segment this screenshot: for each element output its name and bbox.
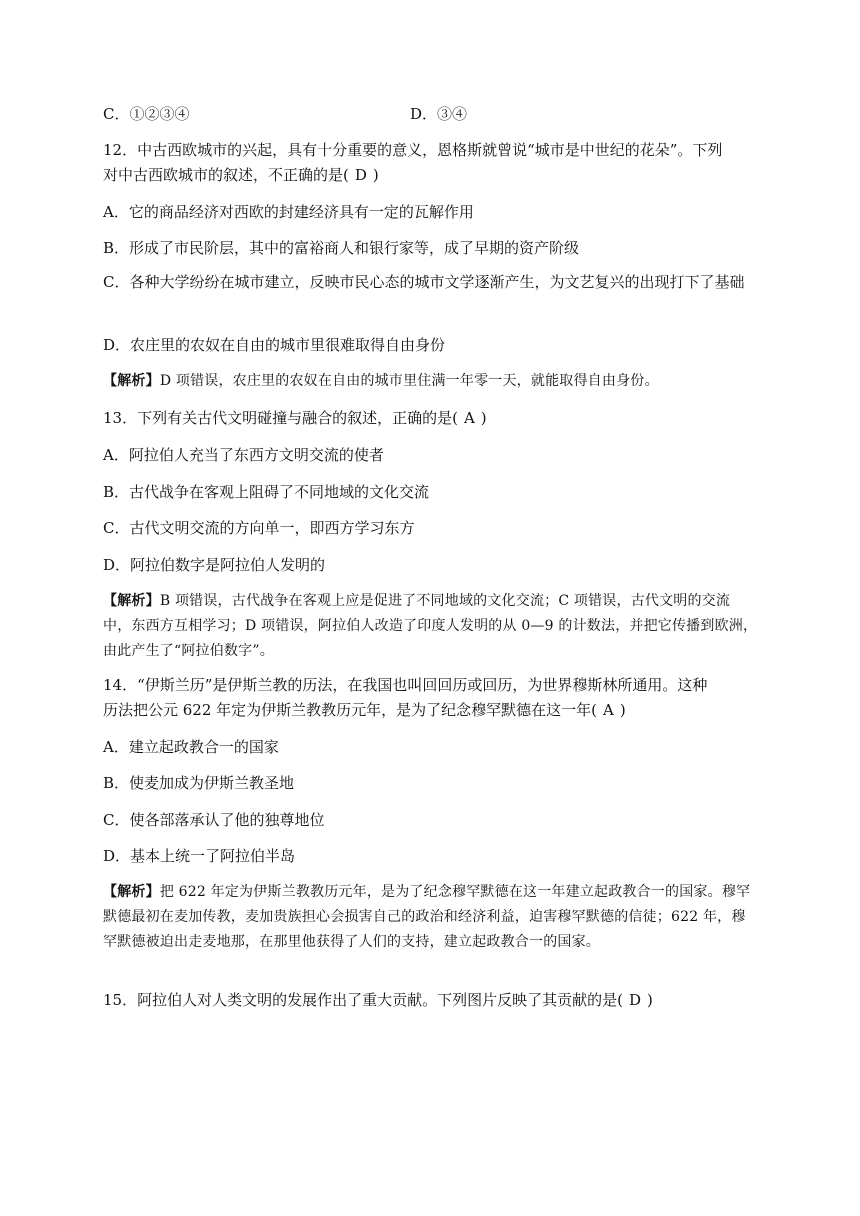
q11-option-c: C．①②③④ [103,105,190,123]
q13-option-b: B．古代战争在客观上阻碍了不同地域的文化交流 [103,483,430,501]
q12-stem-close: ) [372,166,379,184]
q12-stem-line1: 12．中古西欧城市的兴起，具有十分重要的意义，恩格斯就曾说“城市是中世纪的花朵”。下列 [103,141,723,159]
q12-analysis [103,371,758,391]
q14-stem-text: 历法把公元 622 年定为伊斯兰教教历元年，是为了纪念穆罕默德在这一年( [103,701,598,719]
q14-answer: A [603,701,614,719]
q13-stem [103,408,758,428]
q14-stem-close: ) [619,701,626,719]
q12-stem-line2 [103,165,758,185]
q15-answer: D [628,991,641,1009]
q12-option-c: C．各种大学纷纷在城市建立，反映市民心态的城市文学逐渐产生，为文艺复兴的出现打下了基础 [103,273,745,291]
q13-stem-close: ) [480,409,487,427]
q13-stem-text: 13．下列有关古代文明碰撞与融合的叙述，正确的是( [103,409,458,427]
q12-option-b: B．形成了市民阶层，其中的富裕商人和银行家等，成了早期的资产阶级 [103,239,580,257]
q13-analysis [103,589,758,664]
q13-option-d: D．阿拉伯数字是阿拉伯人发明的 [103,556,326,574]
q14-analysis-tag: 【解析】 [103,884,160,900]
q14-option-c: C．使各部落承认了他的独尊地位 [103,811,325,829]
q13-option-c: C．古代文明交流的方向单一，即西方学习东方 [103,519,415,537]
q14-stem-line1: 14．“伊斯兰历”是伊斯兰教的历法，在我国也叫回回历或回历，为世界穆斯林所通用。这种 [103,676,708,694]
q13-analysis-text: B 项错误，古代战争在客观上应是促进了不同地域的文化交流；C 项错误，古代文明的交流中，东西方互相学习；D 项错误，阿拉伯人改造了印度人发明的从 0—9 的计数法，并把它传播到欧洲，由此产生了“阿拉伯数字”。 [103,593,758,659]
q14-option-b: B．使麦加成为伊斯兰教圣地 [103,774,295,792]
q12-option-d: D．农庄里的农奴在自由的城市里很难取得自由身份 [103,336,446,354]
q13-option-a: A．阿拉伯人充当了东西方文明交流的使者 [103,446,384,464]
q15-stem-close: ) [646,991,653,1009]
q13-analysis-tag: 【解析】 [103,593,160,609]
q12-answer: D [354,166,367,184]
q12-analysis-text: D 项错误，农庄里的农奴在自由的城市里住满一年零一天，就能取得自由身份。 [159,373,659,389]
q14-option-d: D．基本上统一了阿拉伯半岛 [103,847,296,865]
q12-option-a: A．它的商品经济对西欧的封建经济具有一定的瓦解作用 [103,203,474,221]
q12-analysis-tag: 【解析】 [103,373,160,389]
q15-stem-text: 15．阿拉伯人对人类文明的发展作出了重大贡献。下列图片反映了其贡献的是( [103,991,623,1009]
q14-analysis [103,880,758,955]
q14-analysis-text: 把 622 年定为伊斯兰教教历元年，是为了纪念穆罕默德在这一年建立起政教合一的国家。穆罕默德最初在麦加传教，麦加贵族担心会损害自己的政治和经济利益，迫害穆罕默德的信徒；622 年，穆罕默德被迫出走麦地那，在那里他获得了人们的支持，建立起政教合一的国家。 [103,884,751,950]
q11-options-row [103,104,758,124]
q13-answer: A [463,409,475,427]
q11-option-d: D．③④ [410,105,468,123]
q14-option-a: A．建立起政教合一的国家 [103,738,279,756]
q14-stem-line2 [103,700,758,720]
q15-stem [103,990,758,1010]
q12-stem-text: 对中古西欧城市的叙述，不正确的是( [103,166,349,184]
